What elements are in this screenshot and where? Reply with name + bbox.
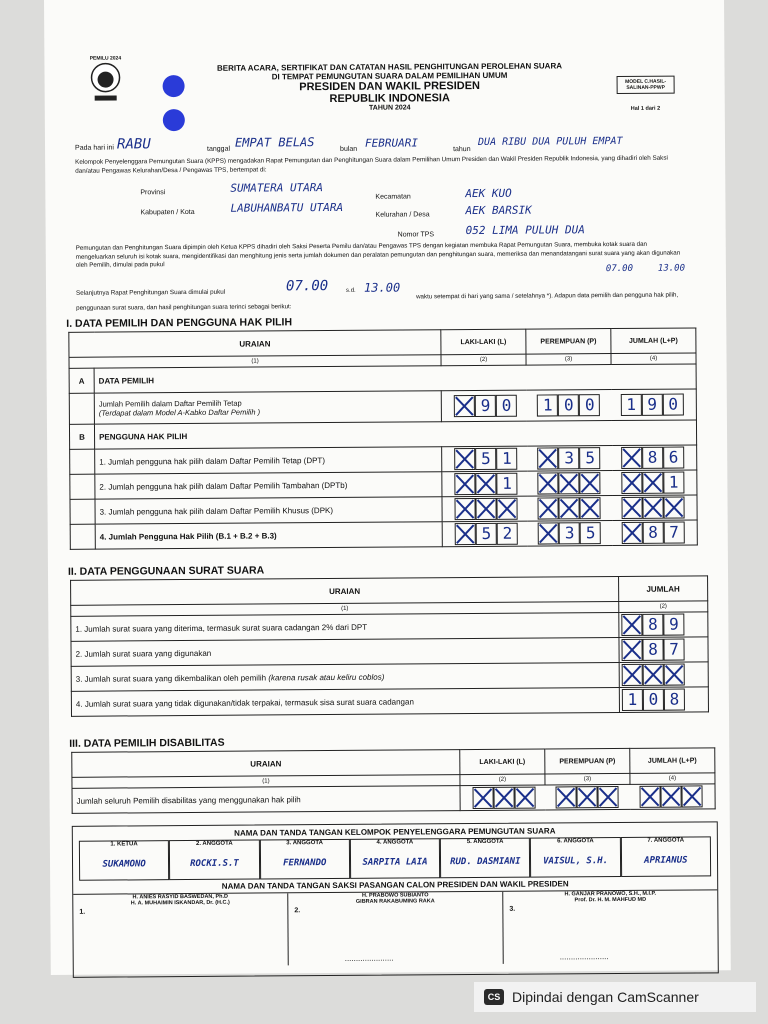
digit-box: 8 (642, 614, 663, 636)
s1-row-a1 (94, 391, 441, 424)
kpps-role-label: 1. KETUA (110, 841, 138, 848)
s2-row-4-digits (619, 687, 708, 713)
kpps-signature-name: SARPITA LAIA (362, 857, 428, 868)
crossed-box (454, 395, 475, 417)
s3-colnum-4: (4) (630, 773, 715, 785)
crossed-box (621, 522, 642, 544)
procedure-end-time: 13.00 (657, 263, 686, 274)
kpps-title: NAMA DAN TANDA TANGAN KELOMPOK PENYELENGGARA PEMUNGUTAN SUARA (234, 826, 556, 838)
digit-box: 0 (496, 395, 517, 417)
s2-colnum-1: (1) (71, 602, 619, 617)
crossed-box (538, 522, 559, 544)
provinsi-label: Provinsi (140, 189, 166, 197)
crossed-box (621, 614, 642, 636)
s1-row-b3-digits (442, 495, 697, 522)
s2-colnum-2: (2) (619, 601, 708, 613)
intro-paragraph: Kelompok Penyelenggara Pemungutan Suara (KPPS) mengadakan Rapat Pemungutan dan Penghitungan Suara dalam Pemilihan Umum Presiden dan Wakil Presiden Republik Indonesia, yang dihadiri oleh Saksi dan/atau Pengawas Kelurahan/Desa / Pengawas TPS, bertempat di: (75, 154, 668, 175)
crossed-box (473, 787, 494, 809)
kpps-role-label: 4. ANGGOTA (376, 839, 414, 846)
s3-header-laki: LAKI-LAKI (L) (460, 749, 545, 775)
saksi-2-num: 2. (294, 907, 301, 915)
digit-box: 3 (559, 447, 580, 469)
s2-row-4-label: 4. Jumlah surat suara yang tidak digunakan/tidak terpakai, termasuk sisa surat suara cadangan (71, 688, 619, 717)
model-code-box: MODEL C.HASIL-SALINAN-PPWP (617, 76, 675, 94)
saksi-title: NAMA DAN TANDA TANGAN SAKSI PASANGAN CALON PRESIDEN DAN WAKIL PRESIDEN (221, 879, 569, 891)
digit-box: 5 (580, 522, 601, 544)
s2-row-3-label: 3. Jumlah surat suara yang dikembalikan oleh pemilih (75, 672, 267, 684)
count-start-time: 07.00 (285, 278, 329, 295)
digit-box: 1 (496, 473, 517, 495)
kpps-role-label: 3. ANGGOTA (286, 840, 323, 847)
digit-box: 5 (475, 448, 496, 470)
kpps-signature-cell (79, 840, 170, 881)
digit-box: 8 (642, 639, 663, 661)
kabupaten-label: Kabupaten / Kota (140, 208, 195, 217)
tanggal-value: EMPAT BELAS (234, 135, 315, 150)
saksi-2-name: H. PRABOWO SUBIANTO (361, 892, 429, 899)
section-1-table (68, 327, 698, 549)
s1-row-b4-digits (442, 520, 697, 547)
crossed-box (622, 664, 643, 686)
digit-box: 1 (663, 472, 684, 494)
title-line-3: PRESIDEN DAN WAKIL PRESIDEN (299, 79, 481, 94)
saksi-3-name-2: Prof. Dr. H. M. MAHFUD MD (574, 896, 647, 904)
s2-row-1-label: 1. Jumlah surat suara yang diterima, termasuk surat suara cadangan 2% dari DPT (71, 613, 619, 642)
s1-row-b2-digits (442, 470, 697, 497)
kpps-signature-cell (169, 840, 260, 881)
digit-box: 8 (642, 447, 663, 469)
crossed-box (475, 473, 496, 495)
digit-box: 9 (642, 394, 663, 416)
crossed-box (681, 785, 702, 807)
sd-label: s.d. (346, 287, 356, 294)
saksi-row (73, 889, 717, 966)
kpps-signature-name: ROCKI.S.T (190, 858, 239, 870)
crossed-box (664, 664, 685, 686)
crossed-box (643, 664, 664, 686)
crossed-box (559, 472, 580, 494)
s1-row-a1-label: Jumlah Pemilih dalam Daftar Pemilih Tetap (98, 398, 242, 409)
s1-row-b1-label: 1. Jumlah pengguna hak pilih dalam Daftar Pemilih Tetap (DPT) (95, 447, 442, 474)
procedure-start-time: 07.00 (605, 263, 634, 275)
crossed-box (621, 497, 642, 519)
s3-colnum-2: (2) (460, 774, 545, 786)
saksi-3-dots: ...................... (559, 952, 609, 962)
signature-block (72, 821, 719, 978)
crossed-box (621, 639, 642, 661)
saksi-1-name: H. ANIES RASYID BASWEDAN, Ph.D (132, 893, 229, 901)
saksi-1 (73, 893, 288, 966)
s1-colnum-4: (4) (611, 353, 696, 365)
saksi-3-name: H. GANJAR PRANOWO, S.H., M.I.P. (564, 890, 657, 898)
kpps-signature-name: VAISUL, S.H. (543, 856, 609, 867)
title-line-4: REPUBLIK INDONESIA (329, 92, 450, 106)
s3-header-perempuan: PEREMPUAN (P) (545, 748, 630, 774)
section-3-title: III. DATA PEMILIH DISABILITAS (69, 736, 225, 750)
kpps-role-label: 6. ANGGOTA (557, 838, 594, 845)
s3-header-uraian: URAIAN (72, 750, 460, 778)
digit-box: 1 (622, 689, 643, 711)
digit-box: 9 (475, 395, 496, 417)
s1-row-b2-label: 2. Jumlah pengguna hak pilih dalam Daftar Pemilih Tambahan (DPTb) (95, 472, 442, 499)
s2-row-3 (71, 663, 619, 692)
camscanner-watermark (474, 982, 756, 1012)
digit-box: 3 (559, 522, 580, 544)
s1-row-a-letter: A (69, 368, 94, 393)
digit-box: 0 (663, 394, 684, 416)
digit-box: 5 (580, 447, 601, 469)
page-number: Hal 1 dari 2 (630, 105, 661, 112)
crossed-box (639, 786, 660, 808)
digit-box: 2 (497, 523, 518, 545)
kpps-role-label: 5. ANGGOTA (466, 838, 504, 846)
s2-row-3-digits (619, 662, 708, 688)
hari-label: Pada hari ini (75, 144, 114, 152)
crossed-box (580, 497, 601, 519)
s1-header-perempuan: PEREMPUAN (P) (526, 329, 611, 355)
title-line-1: BERITA ACARA, SERTIFIKAT DAN CATATAN HASIL PENGHITUNGAN PEROLEHAN SUARA (216, 61, 563, 73)
s1-header-laki: LAKI-LAKI (L) (441, 329, 526, 355)
crossed-box (580, 472, 601, 494)
crossed-box (454, 448, 475, 470)
header-title-block (184, 61, 594, 113)
kpps-signature-cell (350, 838, 441, 879)
camscanner-text: Dipindai dengan CamScanner (512, 989, 699, 1005)
s1-header-jumlah: JUMLAH (L+P) (611, 328, 696, 354)
tps-value: 052 LIMA PULUH DUA (465, 223, 585, 238)
logo-text: PEMILU 2024 (89, 55, 122, 62)
crossed-box (515, 787, 536, 809)
saksi-3 (503, 890, 717, 963)
kpps-signature-cell (530, 837, 621, 878)
kelurahan-value: AEK BARSIK (465, 203, 532, 218)
s2-row-2-digits (619, 637, 708, 663)
title-line-2: DI TEMPAT PEMUNGUTAN SUARA DALAM PEMILIHAN UMUM (271, 70, 508, 82)
kpps-signature-cell (259, 839, 350, 880)
kabupaten-value: LABUHANBATU UTARA (230, 200, 344, 215)
crossed-box (494, 787, 515, 809)
kpps-signature-name: RUD. DASMIANI (450, 856, 521, 868)
crossed-box (538, 472, 559, 494)
s1-row-a1-digits (441, 389, 696, 422)
punch-hole-1 (163, 75, 185, 97)
crossed-box (642, 472, 663, 494)
s1-row-b-title: PENGGUNA HAK PILIH (94, 420, 696, 449)
saksi-2 (288, 892, 503, 965)
digit-box: 0 (643, 689, 664, 711)
digit-box: 6 (663, 447, 684, 469)
section-2-title: II. DATA PENGGUNAAN SURAT SUARA (67, 564, 265, 578)
procedure-text: Pemungutan dan Penghitungan Suara dipimpin oleh Ketua KPPS dihadiri oleh Saksi Peserta Pemilu dan/atau Pengawas TPS dengan kegiatan membuka Rapat Pemungutan Suara, membuka kotak suara dan mengeluarkan seluruh isi kotak suara, mengidentifikasi dan menghitung jenis serta jumlah dokumen dan peralatan pemungutan dan penghitungan suara, memeriksa dan menandatangani surat suara yang akan digunakan oleh Pemilih, dimulai pada pukul (75, 240, 681, 269)
kpps-signature-cell (440, 838, 531, 879)
kelurahan-label: Kelurahan / Desa (375, 211, 430, 219)
s3-colnum-3: (3) (545, 773, 630, 785)
s1-colnum-2: (2) (441, 354, 526, 366)
crossed-box (454, 473, 475, 495)
saksi-1-num: 1. (79, 908, 86, 916)
crossed-box (577, 786, 598, 808)
crossed-box (663, 497, 684, 519)
punch-hole-2 (163, 109, 185, 131)
s1-row-a1-note: (Terdapat dalam Model A-Kabko Daftar Pemilih ) (98, 407, 261, 418)
s3-colnum-1: (1) (72, 775, 460, 789)
count-start-label: Selanjutnya Rapat Penghitungan Suara dimulai pukul (76, 288, 226, 297)
kpps-signature-name: APRIANUS (644, 855, 688, 866)
s1-row-b3-label: 3. Jumlah pengguna hak pilih dalam Daftar Pemilih Khusus (DPK) (95, 497, 442, 524)
kpu-logo (88, 55, 122, 109)
document-page (44, 0, 731, 975)
tahun-label: tahun (453, 146, 471, 154)
s1-colnum-3: (3) (526, 354, 611, 366)
s1-row-b4-label: 4. Jumlah Pengguna Hak Pilih (B.1 + B.2 + B.3) (95, 522, 442, 549)
digit-box: 0 (558, 394, 579, 416)
digit-box: 8 (664, 689, 685, 711)
provinsi-value: SUMATERA UTARA (230, 181, 324, 195)
s2-row-3-note: (karena rusak atau keliru coblos) (268, 672, 385, 682)
crossed-box (660, 786, 681, 808)
tahun-value: DUA RIBU DUA PULUH EMPAT (477, 135, 623, 148)
digit-box: 7 (663, 639, 684, 661)
kpps-signature-name: SUKAMONO (102, 859, 146, 870)
camscanner-logo-icon: CS (484, 989, 504, 1005)
procedure-text-2: waktu setempat di hari yang sama / setelahnya *). Adapun data pemilih dan pengguna hak pilih, penggunaan surat suara, dan hasil penghitungan suara terinci sebagai berikut: (76, 291, 679, 312)
digit-box: 1 (621, 394, 642, 416)
s2-header-jumlah: JUMLAH (619, 576, 708, 602)
tanggal-label: tanggal (207, 145, 231, 153)
saksi-1-name-2: H. A. MUHAIMIN ISKANDAR, Dr. (H.C.) (130, 899, 230, 907)
crossed-box (497, 498, 518, 520)
s2-row-2-label: 2. Jumlah surat suara yang digunakan (71, 638, 619, 667)
kecamatan-label: Kecamatan (375, 193, 411, 201)
tps-label: Nomor TPS (397, 231, 435, 239)
saksi-2-name-2: GIBRAN RAKABUMING RAKA (355, 898, 435, 905)
saksi-2-dots: ...................... (344, 953, 394, 963)
crossed-box (556, 786, 577, 808)
crossed-box (476, 498, 497, 520)
digit-box: 1 (496, 448, 517, 470)
section-2-table (70, 575, 709, 716)
section-3-table (71, 747, 715, 813)
digit-box: 5 (476, 523, 497, 545)
bulan-label: bulan (340, 145, 358, 153)
digit-box: 9 (663, 614, 684, 636)
crossed-box (621, 472, 642, 494)
s1-row-b-letter: B (69, 424, 94, 449)
crossed-box (559, 497, 580, 519)
s3-header-jumlah: JUMLAH (L+P) (630, 748, 715, 774)
count-end-time: 13.00 (363, 280, 401, 295)
crossed-box (598, 786, 619, 808)
hari-value: RABU (116, 136, 151, 153)
s3-row-1-label: Jumlah seluruh Pemilih disabilitas yang menggunakan hak pilih (72, 786, 460, 814)
digit-box: 1 (537, 394, 558, 416)
digit-box: 0 (579, 394, 600, 416)
kpps-role-label: 7. ANGGOTA (647, 837, 685, 844)
kpps-role-label: 2. ANGGOTA (195, 840, 233, 847)
s2-row-1-digits (619, 612, 708, 638)
s2-header-uraian: URAIAN (71, 577, 619, 606)
crossed-box (538, 447, 559, 469)
digit-box: 7 (663, 522, 684, 544)
crossed-box (621, 447, 642, 469)
s1-colnum-1: (1) (69, 355, 441, 369)
s1-row-b1-digits (442, 445, 697, 472)
saksi-3-num: 3. (509, 905, 516, 913)
kecamatan-value: AEK KUO (465, 186, 512, 201)
digit-box: 8 (642, 522, 663, 544)
kpps-signature-name: FERNANDO (283, 858, 327, 869)
s3-row-1-digits (460, 784, 715, 811)
s1-row-a-title: DATA PEMILIH (94, 364, 696, 393)
crossed-box (538, 497, 559, 519)
crossed-box (455, 498, 476, 520)
kpps-signature-row (79, 836, 711, 880)
crossed-box (455, 523, 476, 545)
bulan-value: FEBRUARI (364, 136, 419, 150)
s1-header-uraian: URAIAN (69, 330, 441, 358)
title-year: TAHUN 2024 (368, 104, 411, 112)
section-1-title: I. DATA PEMILIH DAN PENGGUNA HAK PILIH (66, 316, 293, 330)
crossed-box (642, 497, 663, 519)
kpps-signature-cell (621, 836, 712, 877)
